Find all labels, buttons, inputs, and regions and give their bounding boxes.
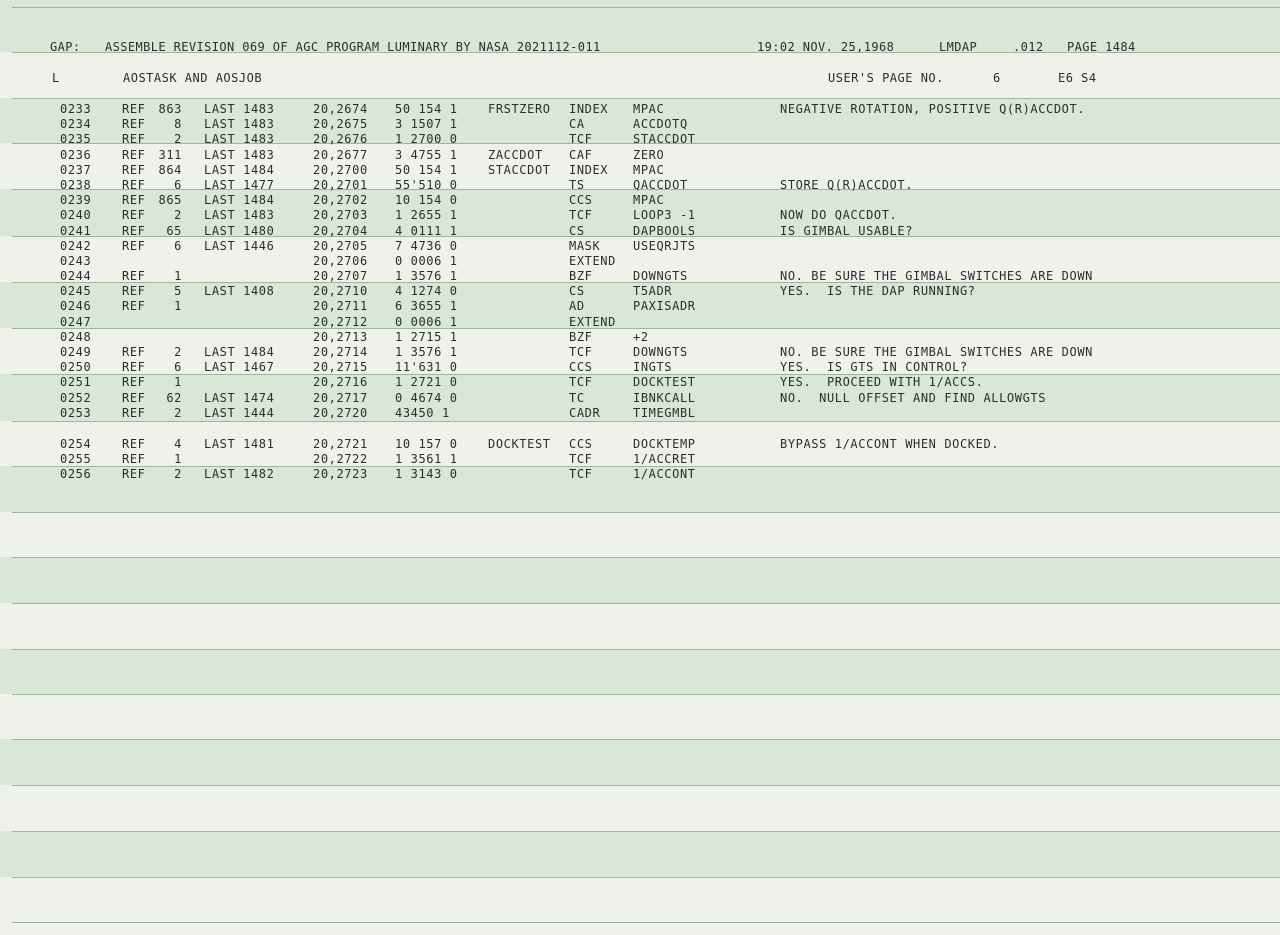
comment: YES. IS GTS IN CONTROL? (780, 360, 968, 375)
line-number: 0250 (60, 360, 92, 375)
operand: MPAC (633, 102, 665, 116)
line-number: 0234 (60, 117, 92, 132)
operand: USEQRJTS (633, 238, 696, 253)
operand: IBNKCALL (633, 390, 696, 405)
opcode: BZF (569, 329, 593, 344)
assembly-title: ASSEMBLE REVISION 069 OF AGC PROGRAM LUMINARY BY NASA 2021112-011 (105, 40, 601, 54)
listing-row (0, 178, 1280, 193)
ref-label: REF (122, 223, 146, 238)
address: 20,2675 (313, 117, 368, 132)
paper-band (0, 831, 1280, 877)
opcode: EXTEND (569, 314, 616, 329)
comment: BYPASS 1/ACCONT WHEN DOCKED. (780, 436, 1000, 451)
machine-code: 3 1507 1 (395, 117, 458, 132)
ref-count: 1 (174, 375, 182, 390)
ref-label: REF (122, 208, 146, 223)
machine-code: 50 154 1 (395, 102, 458, 116)
line-number: 0245 (60, 284, 92, 299)
ref-label: REF (122, 102, 146, 116)
machine-code: 10 154 0 (395, 193, 458, 208)
listing-row (0, 208, 1280, 223)
ref-count: 2 (174, 467, 182, 482)
listing-row (0, 299, 1280, 314)
ref-label: REF (122, 405, 146, 420)
last-ref: LAST 1467 (204, 360, 275, 375)
ref-count: 8 (174, 117, 182, 132)
address: 20,2703 (313, 208, 368, 223)
paper-band (0, 739, 1280, 785)
machine-code: 1 3143 0 (395, 467, 458, 482)
address: 20,2676 (313, 132, 368, 147)
ref-label: REF (122, 467, 146, 482)
users-page-number: 6 (993, 71, 1001, 85)
line-number: 0236 (60, 147, 92, 162)
page-number: PAGE 1484 (1067, 40, 1136, 54)
ref-count: 65 (166, 223, 182, 238)
last-ref: LAST 1483 (204, 117, 275, 132)
ref-count: 2 (174, 345, 182, 359)
comment: IS GIMBAL USABLE? (780, 223, 914, 238)
comment: STORE Q(R)ACCDOT. (780, 177, 914, 192)
comment: NEGATIVE ROTATION, POSITIVE Q(R)ACCDOT. (780, 102, 1086, 116)
ref-count: 5 (174, 284, 182, 299)
ref-count: 2 (174, 208, 182, 223)
address: 20,2721 (313, 436, 368, 451)
opcode: CCS (569, 436, 593, 451)
machine-code: 1 3576 1 (395, 269, 458, 284)
address: 20,2700 (313, 162, 368, 177)
ref-count: 2 (174, 405, 182, 420)
ref-count: 865 (158, 193, 182, 208)
ref-label: REF (122, 436, 146, 451)
ref-label: REF (122, 177, 146, 192)
blank-row (0, 421, 1280, 437)
opcode: EXTEND (569, 253, 616, 268)
address: 20,2717 (313, 390, 368, 405)
line-number: 0247 (60, 314, 92, 329)
comment: NOW DO QACCDOT. (780, 208, 898, 223)
machine-code: 1 2715 1 (395, 329, 458, 344)
comment: NO. BE SURE THE GIMBAL SWITCHES ARE DOWN (780, 269, 1093, 284)
operand: DOWNGTS (633, 269, 688, 284)
listing-row (0, 345, 1280, 360)
address: 20,2702 (313, 193, 368, 208)
l-marker: L (52, 71, 60, 85)
opcode: CCS (569, 193, 593, 208)
address: 20,2716 (313, 375, 368, 390)
timestamp: 19:02 NOV. 25,1968 (757, 40, 895, 54)
ref-count: 863 (158, 102, 182, 116)
opcode: CS (569, 223, 585, 238)
address: 20,2720 (313, 405, 368, 420)
opcode: AD (569, 299, 585, 314)
ref-label: REF (122, 117, 146, 132)
comment: NO. NULL OFFSET AND FIND ALLOWGTS (780, 390, 1047, 405)
operand: ACCDOTQ (633, 117, 688, 132)
address: 20,2713 (313, 329, 368, 344)
ref-label: REF (122, 390, 146, 405)
opcode: CADR (569, 405, 601, 420)
listing-row (0, 360, 1280, 375)
ref-label: REF (122, 147, 146, 162)
paper-rule (12, 694, 1280, 695)
operand: +2 (633, 329, 649, 344)
machine-code: 6 3655 1 (395, 299, 458, 314)
listing-row (0, 117, 1280, 132)
machine-code: 50 154 1 (395, 162, 458, 177)
listing-row (0, 375, 1280, 390)
ref-count: 6 (174, 238, 182, 253)
listing-row (0, 102, 1280, 117)
operand: ZERO (633, 147, 665, 162)
program-name: LMDAP (939, 40, 978, 54)
last-ref: LAST 1477 (204, 177, 275, 192)
operand: DAPBOOLS (633, 223, 696, 238)
listing-row (0, 437, 1280, 452)
opcode: CAF (569, 147, 593, 162)
listing-row (0, 193, 1280, 208)
line-number: 0256 (60, 467, 92, 482)
operand: PAXISADR (633, 299, 696, 314)
line-number: 0248 (60, 329, 92, 344)
address: 20,2707 (313, 269, 368, 284)
paper-rule (12, 649, 1280, 650)
machine-code: 4 0111 1 (395, 223, 458, 238)
ref-label: REF (122, 345, 146, 359)
listing-row (0, 132, 1280, 147)
last-ref: LAST 1483 (204, 147, 275, 162)
operand: LOOP3 -1 (633, 208, 696, 223)
last-ref: LAST 1482 (204, 467, 275, 482)
ref-label: REF (122, 269, 146, 284)
listing-row (0, 224, 1280, 239)
line-number: 0235 (60, 132, 92, 147)
ref-label: REF (122, 452, 146, 467)
ref-label: REF (122, 360, 146, 375)
operand: MPAC (633, 162, 665, 177)
line-number: 0244 (60, 269, 92, 284)
last-ref: LAST 1483 (204, 102, 275, 116)
opcode: TS (569, 177, 585, 192)
address: 20,2701 (313, 177, 368, 192)
address: 20,2723 (313, 467, 368, 482)
ref-label: REF (122, 162, 146, 177)
paper-band (0, 649, 1280, 694)
opcode: TCF (569, 375, 593, 390)
line-number: 0249 (60, 345, 92, 359)
opcode: TCF (569, 345, 593, 359)
last-ref: LAST 1483 (204, 208, 275, 223)
last-ref: LAST 1484 (204, 162, 275, 177)
listing-row (0, 163, 1280, 178)
opcode: INDEX (569, 162, 609, 177)
paper-rule (12, 877, 1280, 878)
last-ref: LAST 1446 (204, 238, 275, 253)
ref-label: REF (122, 284, 146, 299)
operand: DOCKTEST (633, 375, 696, 390)
listing-row (0, 284, 1280, 299)
page-header (0, 40, 1280, 56)
paper-rule (12, 7, 1280, 8)
address: 20,2714 (313, 345, 368, 359)
ref-count: 2 (174, 132, 182, 147)
ref-label: REF (122, 132, 146, 147)
code-listing (0, 102, 1280, 483)
ref-label: REF (122, 375, 146, 390)
line-number: 0243 (60, 253, 92, 268)
paper-rule (12, 922, 1280, 923)
operand: 1/ACCRET (633, 452, 696, 467)
line-number: 0246 (60, 299, 92, 314)
line-number: 0237 (60, 162, 92, 177)
machine-code: 11'631 0 (395, 360, 458, 375)
line-number: 0239 (60, 193, 92, 208)
operand: T5ADR (633, 284, 673, 299)
address: 20,2704 (313, 223, 368, 238)
machine-code: 10 157 0 (395, 436, 458, 451)
opcode: CA (569, 117, 585, 132)
listing-row (0, 330, 1280, 345)
comment: YES. IS THE DAP RUNNING? (780, 284, 976, 299)
operand: STACCDOT (633, 132, 696, 147)
machine-code: 1 3576 1 (395, 345, 458, 359)
paper-rule (12, 98, 1280, 99)
opcode: TCF (569, 467, 593, 482)
last-ref: LAST 1481 (204, 436, 275, 451)
machine-code: 55'510 0 (395, 177, 458, 192)
machine-code: 1 2700 0 (395, 132, 458, 147)
listing-row (0, 239, 1280, 254)
address: 20,2711 (313, 299, 368, 314)
operand: TIMEGMBL (633, 405, 696, 420)
listing-row (0, 406, 1280, 421)
ref-count: 1 (174, 269, 182, 284)
machine-code: 0 0006 1 (395, 253, 458, 268)
line-number: 0240 (60, 208, 92, 223)
paper-rule (12, 603, 1280, 604)
operand: INGTS (633, 360, 673, 375)
last-ref: LAST 1484 (204, 193, 275, 208)
users-page-label: USER'S PAGE NO. (828, 71, 944, 85)
ref-label: REF (122, 299, 146, 314)
operand: MPAC (633, 193, 665, 208)
e6s4-label: E6 S4 (1058, 71, 1097, 85)
line-number: 0238 (60, 177, 92, 192)
last-ref: LAST 1480 (204, 223, 275, 238)
line-number: 0252 (60, 390, 92, 405)
opcode: TCF (569, 208, 593, 223)
symbol-label: FRSTZERO (488, 102, 551, 116)
ref-count: 6 (174, 360, 182, 375)
opcode: TCF (569, 452, 593, 467)
line-number: 0253 (60, 405, 92, 420)
machine-code: 7 4736 0 (395, 238, 458, 253)
opcode: CS (569, 284, 585, 299)
machine-code: 43450 1 (395, 405, 450, 420)
machine-code: 1 2655 1 (395, 208, 458, 223)
address: 20,2674 (313, 102, 368, 116)
last-ref: LAST 1484 (204, 345, 275, 359)
last-ref: LAST 1408 (204, 284, 275, 299)
program-code: .012 (1013, 40, 1044, 54)
opcode: INDEX (569, 102, 609, 116)
section-title: AOSTASK AND AOSJOB (123, 71, 263, 85)
line-number: 0254 (60, 436, 92, 451)
listing-row (0, 269, 1280, 284)
symbol-label: STACCDOT (488, 162, 551, 177)
listing-row (0, 254, 1280, 269)
sub-header (0, 71, 1280, 87)
ref-label: REF (122, 238, 146, 253)
listing-row (0, 452, 1280, 467)
last-ref: LAST 1474 (204, 390, 275, 405)
operand: 1/ACCONT (633, 467, 696, 482)
address: 20,2705 (313, 238, 368, 253)
machine-code: 4 1274 0 (395, 284, 458, 299)
paper-band (0, 557, 1280, 603)
opcode: CCS (569, 360, 593, 375)
ref-count: 62 (166, 390, 182, 405)
ref-count: 6 (174, 177, 182, 192)
opcode: TC (569, 390, 585, 405)
last-ref: LAST 1444 (204, 405, 275, 420)
operand: QACCDOT (633, 177, 688, 192)
operand: DOWNGTS (633, 345, 688, 359)
machine-code: 3 4755 1 (395, 147, 458, 162)
address: 20,2722 (313, 452, 368, 467)
paper-rule (12, 512, 1280, 513)
ref-label: REF (122, 193, 146, 208)
opcode: BZF (569, 269, 593, 284)
ref-count: 1 (174, 452, 182, 467)
machine-code: 0 4674 0 (395, 390, 458, 405)
ref-count: 311 (158, 147, 182, 162)
address: 20,2710 (313, 284, 368, 299)
comment: NO. BE SURE THE GIMBAL SWITCHES ARE DOWN (780, 345, 1093, 359)
line-number: 0242 (60, 238, 92, 253)
paper-rule (12, 831, 1280, 832)
operand: DOCKTEMP (633, 436, 696, 451)
line-number: 0255 (60, 452, 92, 467)
ref-count: 1 (174, 299, 182, 314)
symbol-label: ZACCDOT (488, 147, 543, 162)
opcode: MASK (569, 238, 601, 253)
address: 20,2706 (313, 253, 368, 268)
last-ref: LAST 1483 (204, 132, 275, 147)
address: 20,2715 (313, 360, 368, 375)
gap-label: GAP: (50, 40, 81, 54)
ref-count: 4 (174, 436, 182, 451)
paper-rule (12, 557, 1280, 558)
machine-code: 1 2721 0 (395, 375, 458, 390)
line-number: 0251 (60, 375, 92, 390)
address: 20,2677 (313, 147, 368, 162)
listing-row (0, 148, 1280, 163)
listing-row (0, 467, 1280, 482)
ref-count: 864 (158, 162, 182, 177)
paper-rule (12, 739, 1280, 740)
machine-code: 0 0006 1 (395, 314, 458, 329)
line-number: 0233 (60, 102, 92, 116)
listing-row (0, 315, 1280, 330)
line-number: 0241 (60, 223, 92, 238)
comment: YES. PROCEED WITH 1/ACCS. (780, 375, 984, 390)
symbol-label: DOCKTEST (488, 436, 551, 451)
address: 20,2712 (313, 314, 368, 329)
opcode: TCF (569, 132, 593, 147)
machine-code: 1 3561 1 (395, 452, 458, 467)
paper-rule (12, 785, 1280, 786)
listing-row (0, 391, 1280, 406)
